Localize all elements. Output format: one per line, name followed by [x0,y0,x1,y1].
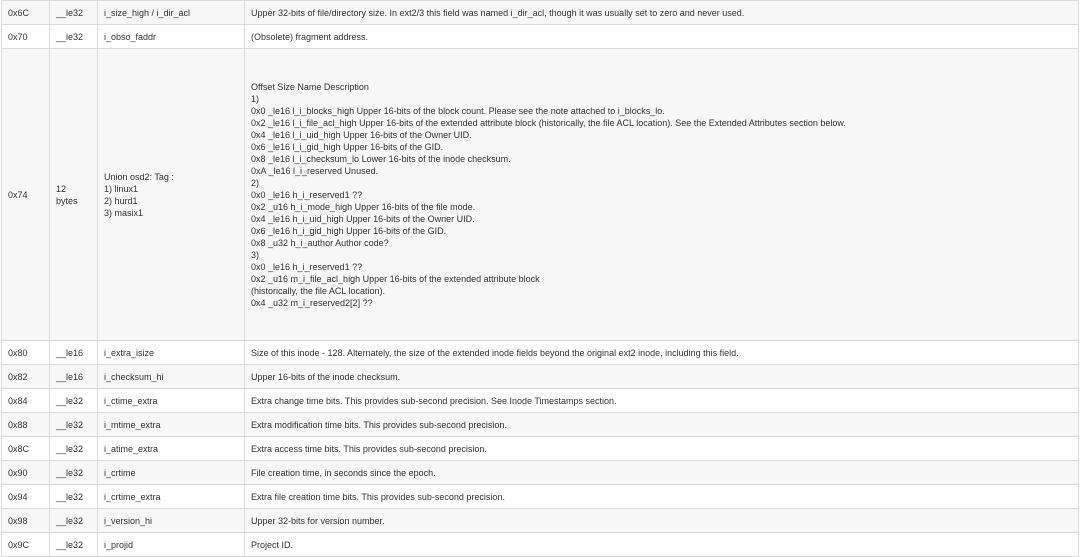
name-cell: i_obso_faddr [98,25,245,49]
table-row [2,413,1079,437]
table-row [2,389,1079,413]
table-row [2,461,1079,485]
size-cell: __le32 [50,509,98,533]
offset-cell: 0x70 [2,25,50,49]
name-cell: i_extra_isize [98,341,245,365]
offset-cell: 0x8C [2,437,50,461]
description-line: 1) [251,93,260,104]
name-cell: i_crtime_extra [98,485,245,509]
name-cell: i_checksum_hi [98,365,245,389]
description-line: 0x0 _le16 h_i_reserved1 ?? [251,189,363,200]
table-row [2,533,1079,557]
size-cell: __le32 [50,437,98,461]
name-cell: i_mtime_extra [98,413,245,437]
table-row [2,365,1079,389]
description-line: 0x4 _le16 h_i_uid_high Upper 16-bits of the Owner UID. [251,213,475,224]
name-line: 1) linux1 [104,183,139,194]
offset-cell: 0x84 [2,389,50,413]
size-cell: __le32 [50,413,98,437]
description-line: 0x0 _le16 h_i_reserved1 ?? [251,261,363,272]
size-cell: __le32 [50,1,98,25]
description-cell: Extra change time bits. This provides sub-second precision. See Inode Timestamps section. [245,389,1079,413]
description-line: 0x6 _le16 l_i_gid_high Upper 16-bits of the GID. [251,141,444,152]
description-cell: Upper 32-bits of file/directory size. In ext2/3 this field was named i_dir_acl, though it was usually set to zero and never used. [245,1,1079,25]
description-cell: Size of this inode - 128. Alternately, the size of the extended inode fields beyond the original ext2 inode, including this field. [245,341,1079,365]
name-cell: i_version_hi [98,509,245,533]
description-line: 0x8 _u32 h_i_author Author code? [251,237,389,248]
description-line: 0x6 _le16 h_i_gid_high Upper 16-bits of the GID. [251,225,447,236]
size-cell: __le32 [50,461,98,485]
description-line: 0x4 _u32 m_i_reserved2[2] ?? [251,297,373,308]
table-row [2,509,1079,533]
size-line: 12 [56,183,67,194]
description-cell: Project ID. [245,533,1079,557]
offset-cell: 0x82 [2,365,50,389]
offset-cell: 0x6C [2,1,50,25]
description-line: 3) [251,249,260,260]
name-cell: i_projid [98,533,245,557]
description-cell: Upper 16-bits of the inode checksum. [245,365,1079,389]
name-cell: i_atime_extra [98,437,245,461]
size-cell: __le32 [50,25,98,49]
name-line: Union osd2: Tag : [104,171,174,182]
name-cell: i_crtime [98,461,245,485]
description-line: 0xA _le16 l_i_reserved Unused. [251,165,379,176]
description-line: 0x0 _le16 l_i_blocks_high Upper 16-bits of the block count. Please see the note attached to i_blocks_lo. [251,105,665,116]
description-line: (historically, the file ACL location). [251,285,386,296]
size-cell: __le32 [50,533,98,557]
table-row-osd2-union [2,49,1079,341]
name-cell: i_ctime_extra [98,389,245,413]
table-row [2,341,1079,365]
size-cell: __le32 [50,485,98,509]
description-cell: Upper 32-bits for version number. [245,509,1079,533]
description-cell: (Obsolete) fragment address. [245,25,1079,49]
table-row [2,485,1079,509]
table-row [2,25,1079,49]
size-cell: __le16 [50,341,98,365]
size-cell: __le16 [50,365,98,389]
inode-fields-table [1,0,1079,557]
offset-cell: 0x9C [2,533,50,557]
description-line: 0x2 _le16 l_i_file_acl_high Upper 16-bits of the extended attribute block (historically, the file ACL location). See the Extended Attributes section below. [251,117,846,128]
description-line: Offset Size Name Description [251,81,369,92]
description-line: 2) [251,177,260,188]
description-cell: File creation time, in seconds since the epoch. [245,461,1079,485]
table-row [2,437,1079,461]
name-cell: i_size_high / i_dir_acl [98,1,245,25]
size-cell: __le32 [50,389,98,413]
size-line: bytes [56,195,78,206]
description-line: 0x2 _u16 h_i_mode_high Upper 16-bits of the file mode. [251,201,476,212]
description-line: 0x2 _u16 m_i_file_acl_high Upper 16-bits of the extended attribute block [251,273,540,284]
description-cell: Extra modification time bits. This provides sub-second precision. [245,413,1079,437]
offset-cell: 0x80 [2,341,50,365]
name-line: 3) masix1 [104,207,144,218]
offset-cell: 0x98 [2,509,50,533]
description-cell: Extra access time bits. This provides sub-second precision. [245,437,1079,461]
offset-cell: 0x88 [2,413,50,437]
offset-cell: 0x90 [2,461,50,485]
description-cell [245,49,1079,341]
size-cell [50,49,98,341]
name-line: 2) hurd1 [104,195,138,206]
name-cell [98,49,245,341]
table-row [2,1,1079,25]
description-line: 0x4 _le16 l_i_uid_high Upper 16-bits of the Owner UID. [251,129,472,140]
description-line: 0x8 _le16 l_i_checksum_lo Lower 16-bits of the inode checksum. [251,153,511,164]
offset-cell: 0x74 [2,49,50,341]
offset-cell: 0x94 [2,485,50,509]
description-cell: Extra file creation time bits. This provides sub-second precision. [245,485,1079,509]
